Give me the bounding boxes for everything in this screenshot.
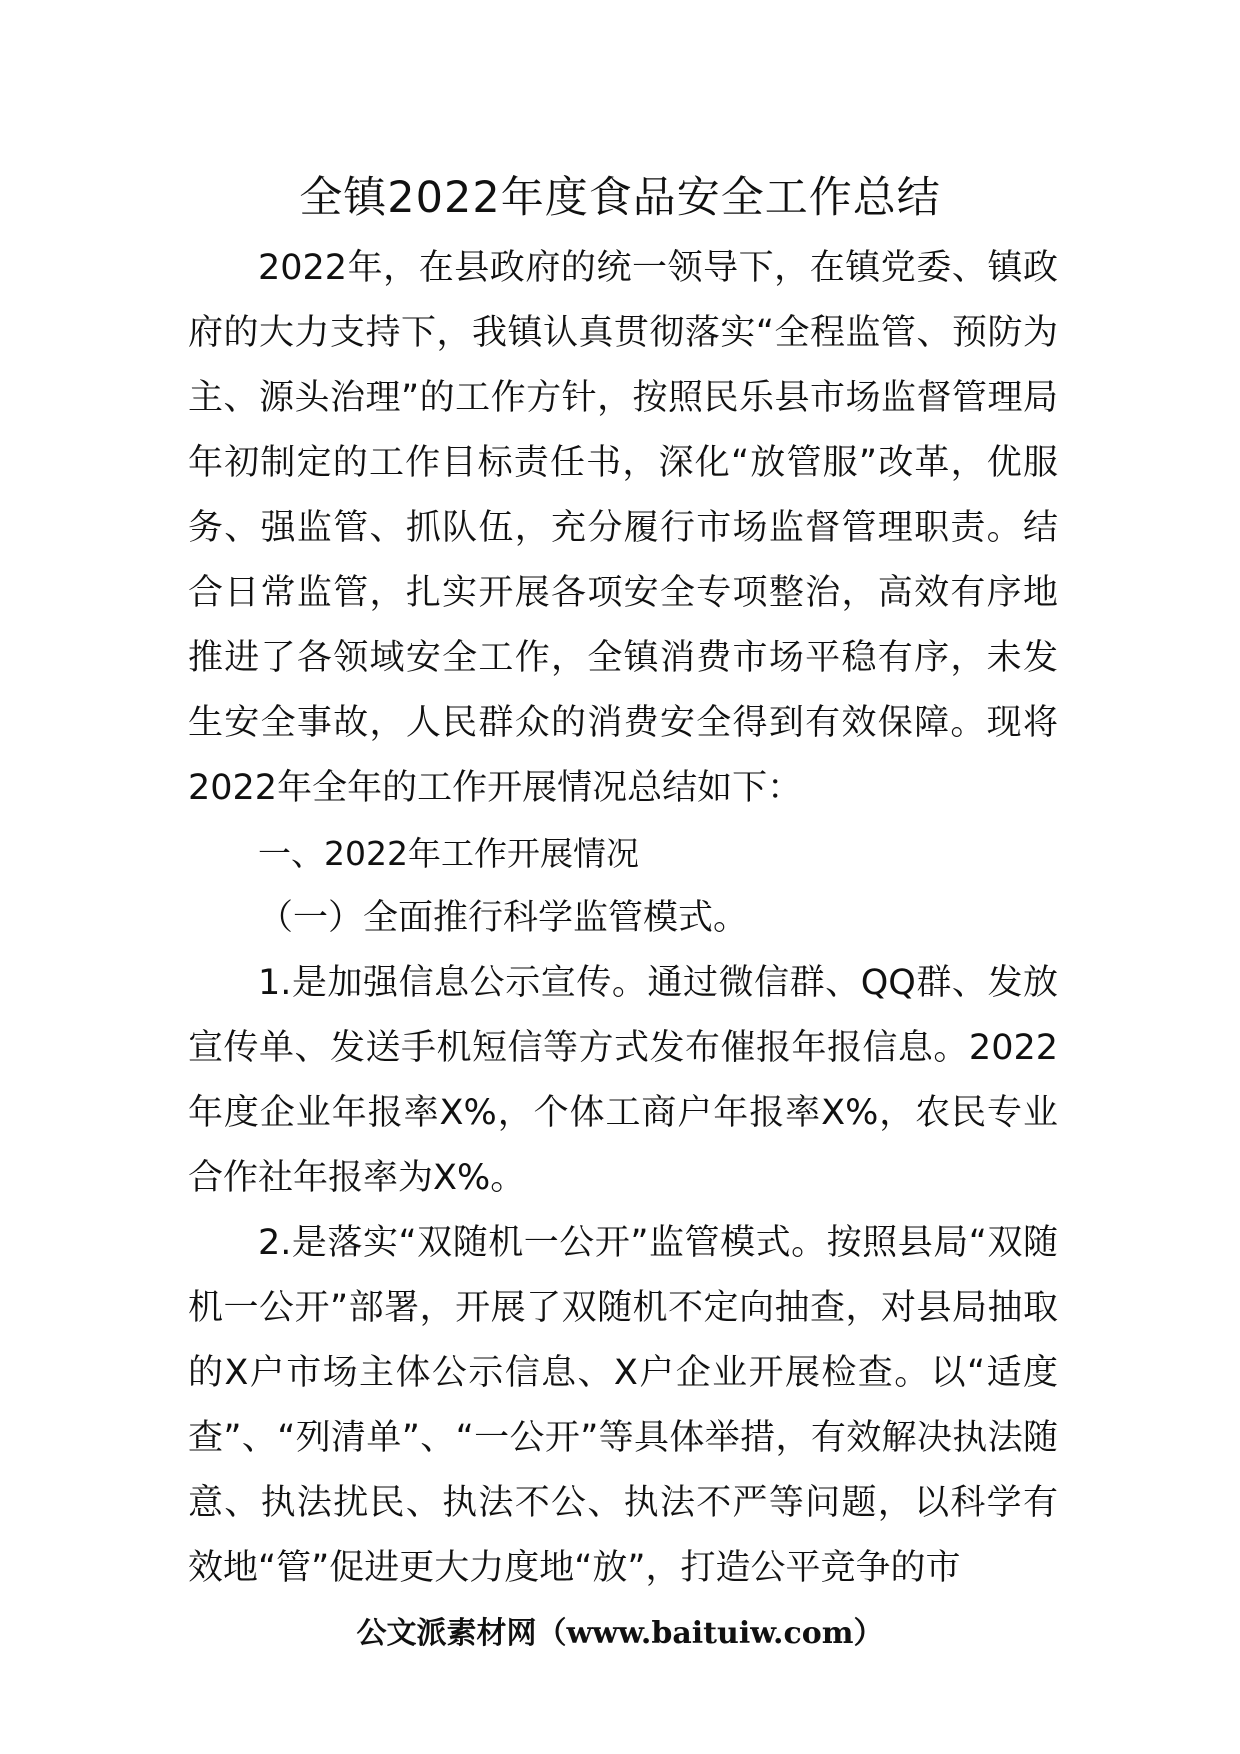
intro-paragraph: 2022年，在县政府的统一领导下，在镇党委、镇政府的大力支持下，我镇认真贯彻落实“全程监管、预防为主、源头治理”的工作方针，按照民乐县市场监督管理局年初制定的工作目标责任书，深化“放管服”改革，优服务、强监管、抓队伍，充分履行市场监督管理职责。结合日常监管，扎实开展各项安全专项整治，高效有序地推进了各领域安全工作，全镇消费市场平稳有序，未发生安全事故，人民群众的消费安全得到有效保障。现将2022年全年的工作开展情况总结如下： bbox=[188, 248, 1058, 808]
document-title: 全镇2022年度食品安全工作总结 bbox=[299, 173, 941, 223]
document-body bbox=[188, 236, 1058, 1601]
item-paragraph-1: 1.是加强信息公示宣传。通过微信群、QQ群、发放宣传单、发送手机短信等方式发布催报年报信息。2022年度企业年报率X%，个体工商户年报率X%，农民专业合作社年报率为X%。 bbox=[188, 963, 1058, 1198]
item-paragraph-2: 2.是落实“双随机一公开”监管模式。按照县局“双随机一公开”部署，开展了双随机不定向抽查，对县局抽取的X户市场主体公示信息、X户企业开展检查。以“适度查”、“列清单”、“一公开”等具体举措，有效解决执法随意、执法扰民、执法不公、执法不严等问题，以科学有效地“管”促进更大力度地“放”，打造公平竞争的市 bbox=[188, 1223, 1058, 1588]
footer-watermark-text: 公文派素材网（www.baituiw.com） bbox=[356, 1616, 884, 1651]
subsection-heading: （一）全面推行科学监管模式。 bbox=[258, 898, 749, 938]
section-heading: 一、2022年工作开展情况 bbox=[258, 834, 639, 873]
